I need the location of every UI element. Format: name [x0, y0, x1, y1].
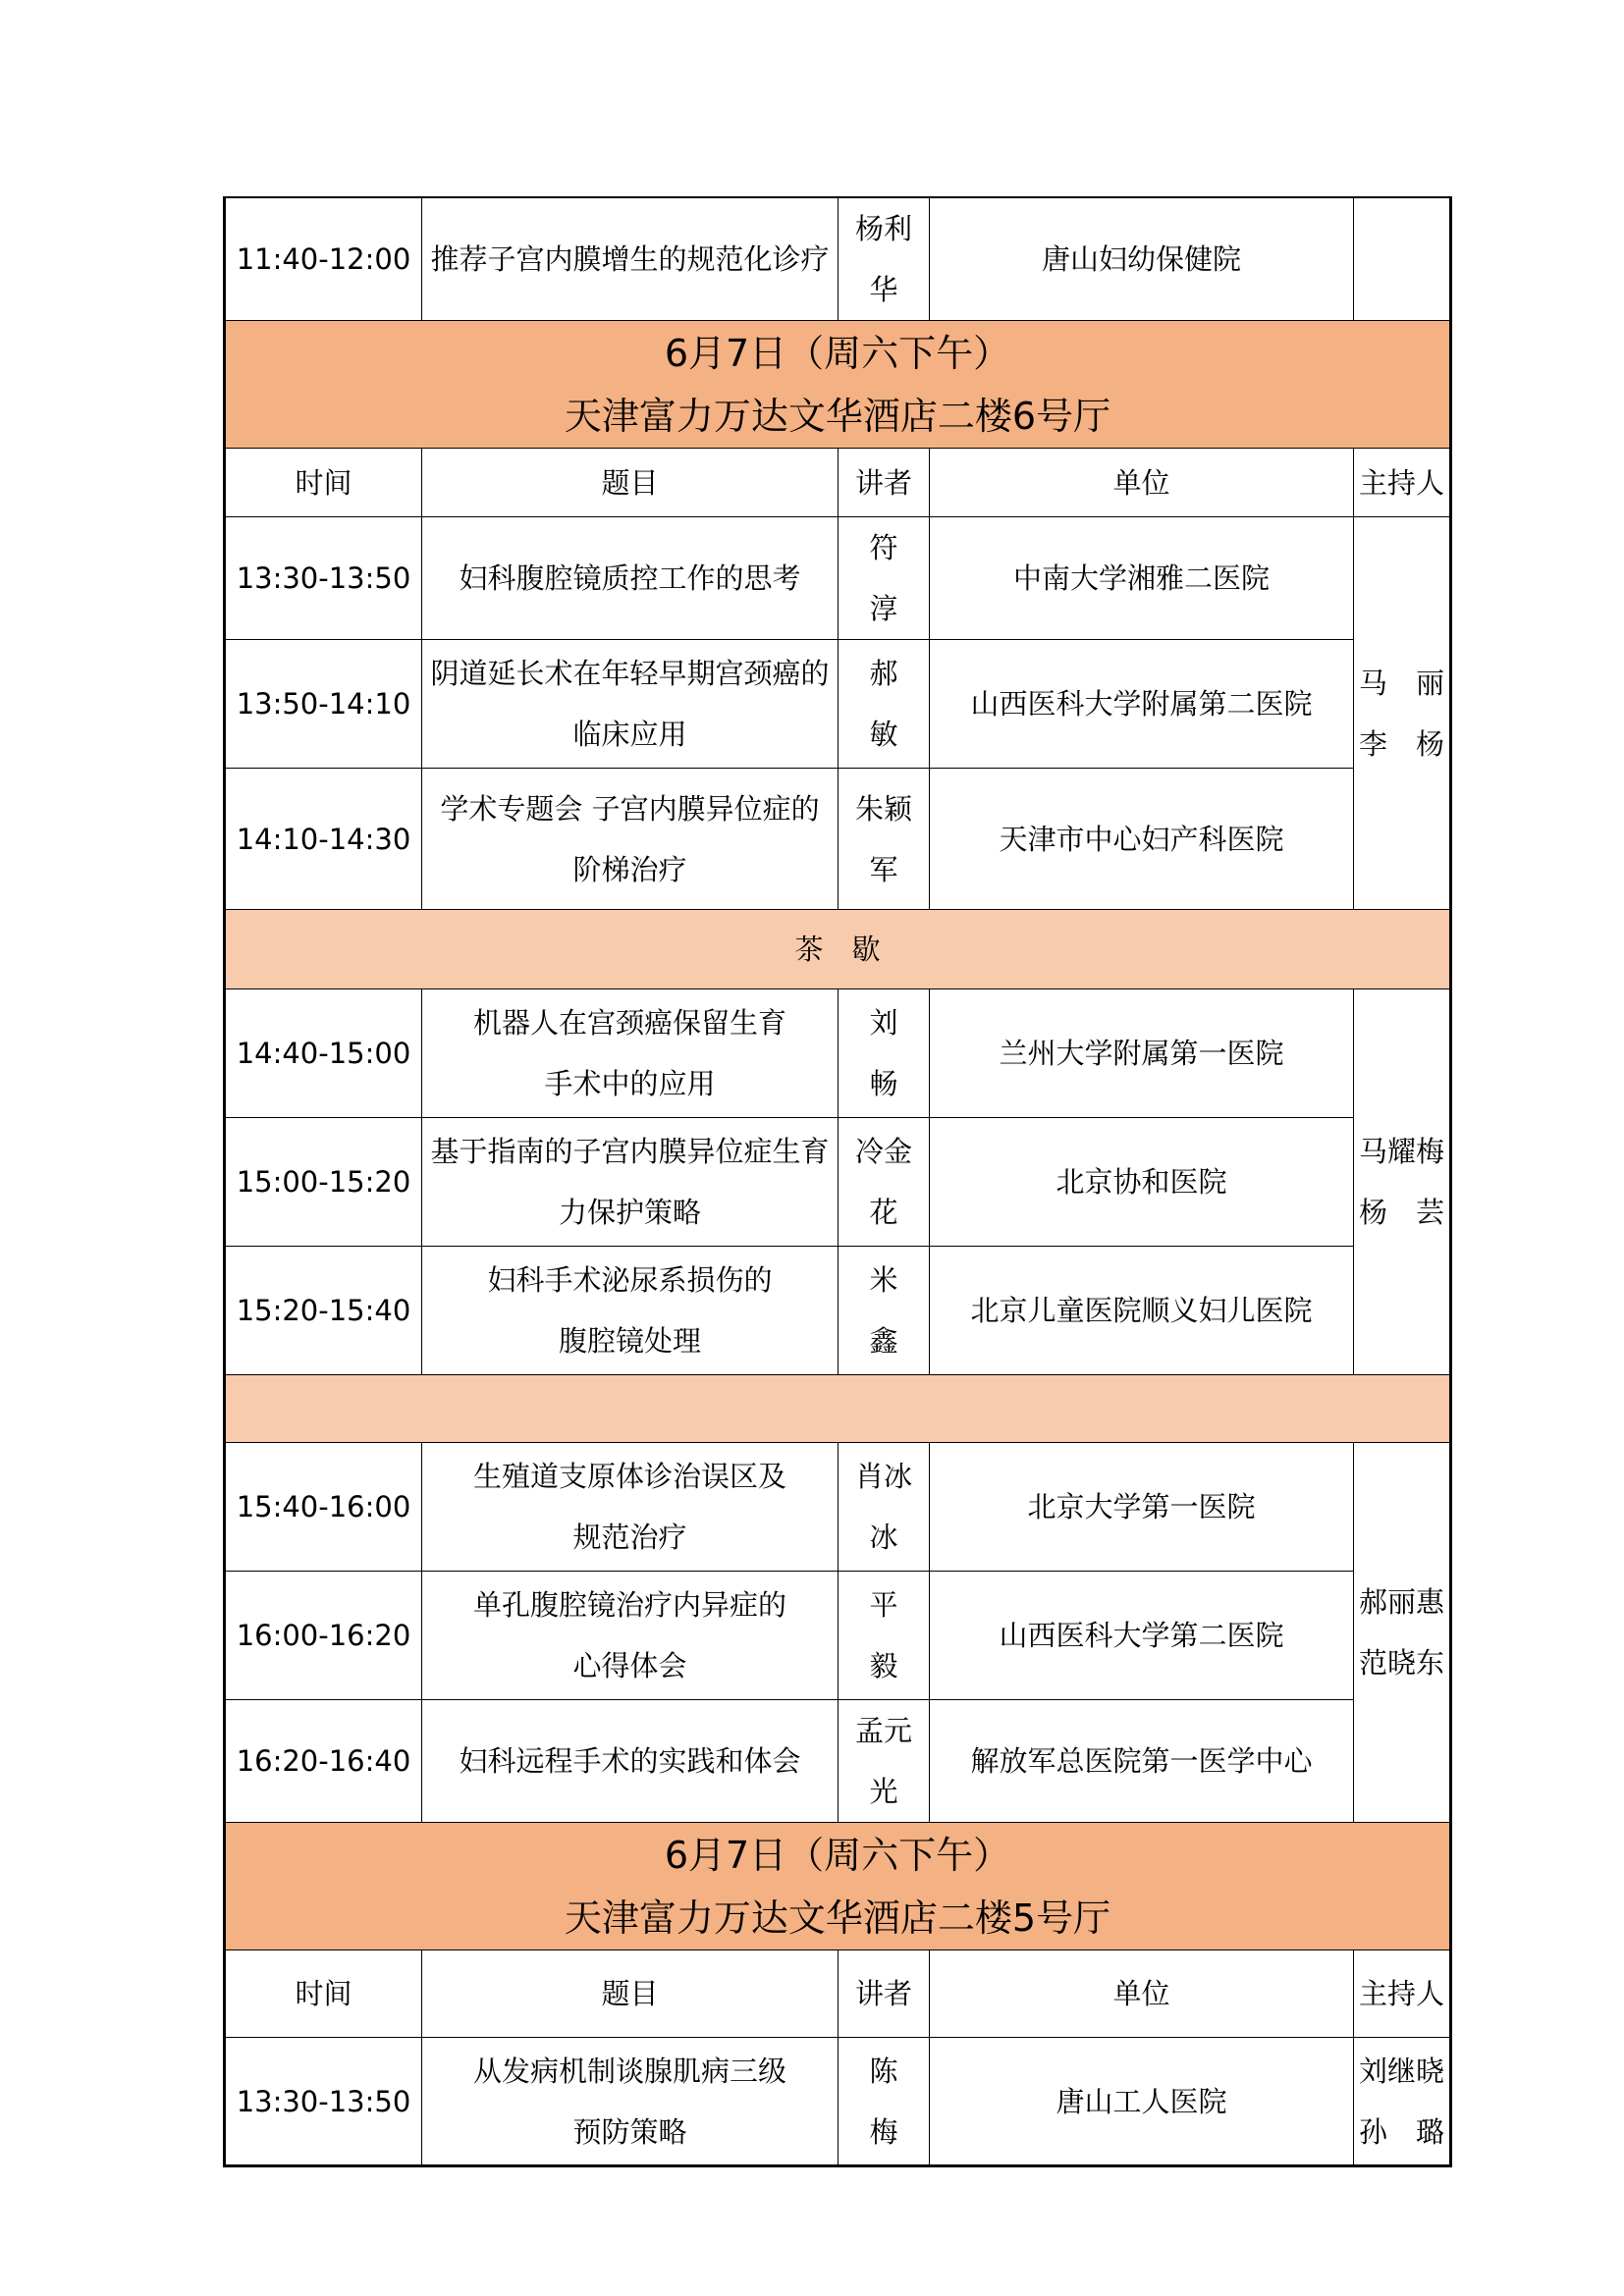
- org-cell: 兰州大学附属第一医院: [930, 989, 1354, 1118]
- speaker-cell: 肖冰冰: [839, 1443, 930, 1572]
- topic-cell: [422, 1572, 839, 1700]
- header-topic: 题目: [422, 1950, 839, 2038]
- header-host: 主持人: [1354, 449, 1451, 517]
- topic-cell: [422, 1700, 839, 1823]
- topic-cell: [422, 989, 839, 1118]
- topic-line: 单孔腹腔镜治疗内异症的: [472, 1588, 786, 1622]
- time-cell: 15:00-15:20: [225, 1118, 422, 1247]
- host-cell: [1354, 989, 1451, 1375]
- column-headers: [225, 449, 1451, 517]
- header-host: 主持人: [1354, 1950, 1451, 2038]
- org-cell: 解放军总医院第一医学中心: [930, 1700, 1354, 1823]
- topic-cell: [422, 769, 839, 910]
- table-row: [225, 989, 1451, 1118]
- host-name: 刘继晓: [1358, 2054, 1444, 2088]
- break-cell: [225, 1375, 1451, 1443]
- host-name: 孙 璐: [1358, 2114, 1444, 2149]
- time-cell: 14:10-14:30: [225, 769, 422, 910]
- speaker-cell: 杨利华: [839, 197, 930, 321]
- host-name: 马 丽: [1358, 666, 1444, 700]
- host-cell: [1354, 2038, 1451, 2166]
- table-row: [225, 1247, 1451, 1375]
- topic-cell: [422, 1443, 839, 1572]
- org-cell: 唐山妇幼保健院: [930, 197, 1354, 321]
- host-name: 郝丽惠: [1358, 1585, 1444, 1619]
- org-cell: 北京协和医院: [930, 1118, 1354, 1247]
- table-row: [225, 1572, 1451, 1700]
- time-cell: 11:40-12:00: [225, 197, 422, 321]
- tea-break-label: 茶 歇: [225, 910, 1451, 989]
- time-cell: 13:30-13:50: [225, 2038, 422, 2166]
- time-cell: 13:50-14:10: [225, 640, 422, 769]
- topic-line: 从发病机制谈腺肌病三级: [472, 2054, 786, 2088]
- time-cell: 15:20-15:40: [225, 1247, 422, 1375]
- table-row: [225, 2038, 1451, 2166]
- session-title: [225, 321, 1451, 449]
- org-cell: 山西医科大学第二医院: [930, 1572, 1354, 1700]
- topic-cell: [422, 517, 839, 640]
- speaker-cell: 冷金花: [839, 1118, 930, 1247]
- topic-line: 力保护策略: [558, 1196, 701, 1229]
- header-speaker: 讲者: [839, 449, 930, 517]
- topic-cell: [422, 640, 839, 769]
- time-cell: 16:00-16:20: [225, 1572, 422, 1700]
- table-row: [225, 640, 1451, 769]
- topic-cell: 推荐子宫内膜增生的规范化诊疗: [422, 197, 839, 321]
- schedule-table: [223, 196, 1452, 2167]
- table-row: [225, 769, 1451, 910]
- topic-line: 生殖道支原体诊治误区及: [472, 1460, 786, 1493]
- speaker-cell: 郝 敏: [839, 640, 930, 769]
- speaker-cell: 符 淳: [839, 517, 930, 640]
- topic-line: 心得体会: [572, 1649, 687, 1682]
- time-cell: 16:20-16:40: [225, 1700, 422, 1823]
- time-cell: 15:40-16:00: [225, 1443, 422, 1572]
- table-row: [225, 197, 1451, 321]
- table-row: [225, 1700, 1451, 1823]
- header-org: 单位: [930, 449, 1354, 517]
- topic-line: 临床应用: [572, 718, 687, 751]
- org-cell: 天津市中心妇产科医院: [930, 769, 1354, 910]
- host-cell: [1354, 197, 1451, 321]
- org-cell: 北京大学第一医院: [930, 1443, 1354, 1572]
- speaker-cell: 米 鑫: [839, 1247, 930, 1375]
- time-cell: 13:30-13:50: [225, 517, 422, 640]
- topic-line: 妇科腹腔镜质控工作的思考: [459, 561, 801, 595]
- table-row: [225, 1443, 1451, 1572]
- column-headers: [225, 1950, 1451, 2038]
- host-name: 马耀梅: [1358, 1135, 1444, 1168]
- topic-line: 腹腔镜处理: [558, 1324, 701, 1358]
- org-cell: 中南大学湘雅二医院: [930, 517, 1354, 640]
- header-time: 时间: [225, 1950, 422, 2038]
- topic-line: 规范治疗: [572, 1521, 687, 1554]
- speaker-cell: 刘 畅: [839, 989, 930, 1118]
- session-date: 6月7日（周六下午）: [664, 331, 1011, 375]
- session-venue: 天津富力万达文华酒店二楼5号厅: [564, 1896, 1111, 1940]
- topic-line: 基于指南的子宫内膜异位症生育: [430, 1135, 830, 1168]
- host-cell: [1354, 517, 1451, 910]
- topic-line: 阶梯治疗: [572, 852, 687, 886]
- header-topic: 题目: [422, 449, 839, 517]
- break-row: [225, 1375, 1451, 1443]
- topic-line: 阴道延长术在年轻早期宫颈癌的: [430, 657, 830, 690]
- topic-line: 预防策略: [572, 2114, 687, 2149]
- org-cell: 唐山工人医院: [930, 2038, 1354, 2166]
- host-cell: [1354, 1443, 1451, 1823]
- tea-break-row: [225, 910, 1451, 989]
- topic-cell: [422, 2038, 839, 2166]
- header-time: 时间: [225, 449, 422, 517]
- header-speaker: 讲者: [839, 1950, 930, 2038]
- speaker-cell: 孟元光: [839, 1700, 930, 1823]
- topic-line: 机器人在宫颈癌保留生育: [472, 1006, 786, 1040]
- table-row: [225, 1118, 1451, 1247]
- topic-line: 妇科远程手术的实践和体会: [459, 1744, 801, 1778]
- speaker-cell: 平 毅: [839, 1572, 930, 1700]
- org-cell: 山西医科大学附属第二医院: [930, 640, 1354, 769]
- host-name: 李 杨: [1358, 726, 1444, 761]
- topic-cell: [422, 1247, 839, 1375]
- speaker-cell: 陈 梅: [839, 2038, 930, 2166]
- topic-cell: [422, 1118, 839, 1247]
- header-org: 单位: [930, 1950, 1354, 2038]
- host-name: 杨 芸: [1358, 1196, 1444, 1229]
- topic-line: 学术专题会 子宫内膜异位症的: [440, 791, 820, 826]
- topic-line: 手术中的应用: [544, 1067, 716, 1100]
- session-title: [225, 1823, 1451, 1950]
- session-date: 6月7日（周六下午）: [664, 1833, 1011, 1877]
- session-header: [225, 321, 1451, 449]
- speaker-cell: 朱颖军: [839, 769, 930, 910]
- session-venue: 天津富力万达文华酒店二楼6号厅: [564, 394, 1111, 438]
- table-row: [225, 517, 1451, 640]
- topic-line: 妇科手术泌尿系损伤的: [487, 1263, 773, 1297]
- org-cell: 北京儿童医院顺义妇儿医院: [930, 1247, 1354, 1375]
- session-header: [225, 1823, 1451, 1950]
- time-cell: 14:40-15:00: [225, 989, 422, 1118]
- host-name: 范晓东: [1358, 1646, 1444, 1680]
